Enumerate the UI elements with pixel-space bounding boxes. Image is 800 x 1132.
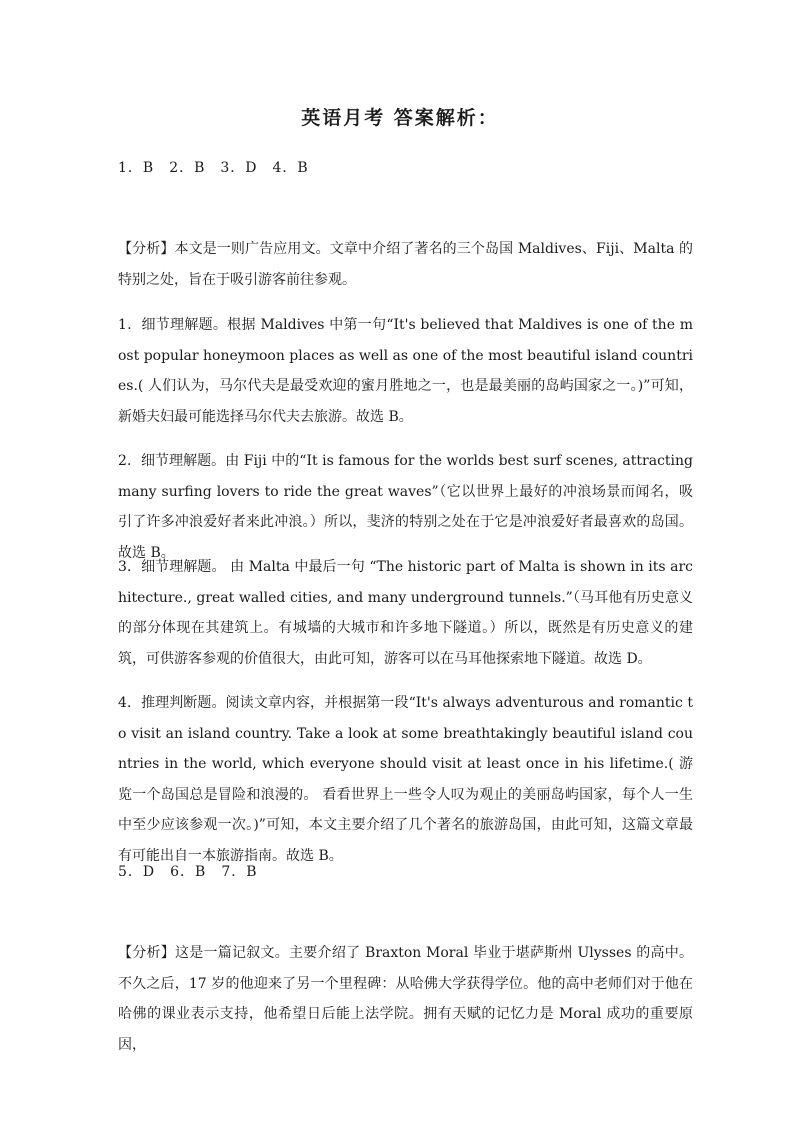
answer-key-1-4: 1．B 2．B 3．D 4．B [118, 160, 309, 176]
analysis-paragraph-passage-a: 【分析】本文是一则广告应用文。文章中介绍了著名的三个岛国 Maldives、Fiji、Malta 的特别之处，旨在于吸引游客前往参观。 [118, 241, 693, 288]
explanation-question-3: 3．细节理解题。 由 Malta 中最后一句 “The historic part of Malta is shown in its architecture., great walled cities, and many underground tunnels.”（马耳他有历史意义的部分体现在其建筑上。有城墙的大城市和许多地下隧道。）所以，既然是有历史意义的建筑，可供游客参观的价值很大，由此可知，游客可以在马耳他探索地下隧道。故选 D。 [118, 559, 693, 667]
explanation-question-1: 1．细节理解题。根据 Maldives 中第一句“It's believed that Maldives is one of the most popular honeymoon places as well as one of the most beautiful island countries.( 人们认为，马尔代夫是最受欢迎的蜜月胜地之一，也是最美丽的岛屿国家之一。)”可知，新婚夫妇最可能选择马尔代夫去旅游。故选 B。 [118, 317, 693, 425]
answer-key-5-7: 5．D 6．B 7．B [118, 864, 258, 880]
analysis-paragraph-passage-b: 【分析】这是一篇记叙文。主要介绍了 Braxton Moral 毕业于堪萨斯州 Ulysses 的高中。不久之后，17 岁的他迎来了另一个里程碑：从哈佛大学获得学位。他的高中老师们对于他在哈佛的课业表示支持，他希望日后能上法学院。拥有天赋的记忆力是 Moral 成功的重要原因， [118, 945, 693, 1053]
explanation-question-4: 4．推理判断题。阅读文章内容，并根据第一段“It's always adventurous and romantic to visit an island country. Take a look at some breathtakingly beautiful island countries in the world, which everyone should visit at least once in his lifetime.( 游览一个岛国总是冒险和浪漫的。 看看世界上一些令人叹为观止的美丽岛屿国家，每个人一生中至少应该参观一次。)”可知，本文主要介绍了几个著名的旅游岛国，由此可知，这篇文章最有可能出自一本旅游指南。故选 B。 [118, 695, 693, 864]
page-title: 英语月考 答案解析： [301, 107, 499, 129]
explanation-question-2: 2．细节理解题。由 Fiji 中的“It is famous for the worlds best surf scenes, attracting many surfing lovers to ride the great waves”（它以世界上最好的冲浪场景而闻名，吸引了许多冲浪爱好者来此冲浪。）所以，斐济的特别之处在于它是冲浪爱好者最喜欢的岛国。故选 B。 [118, 453, 693, 561]
